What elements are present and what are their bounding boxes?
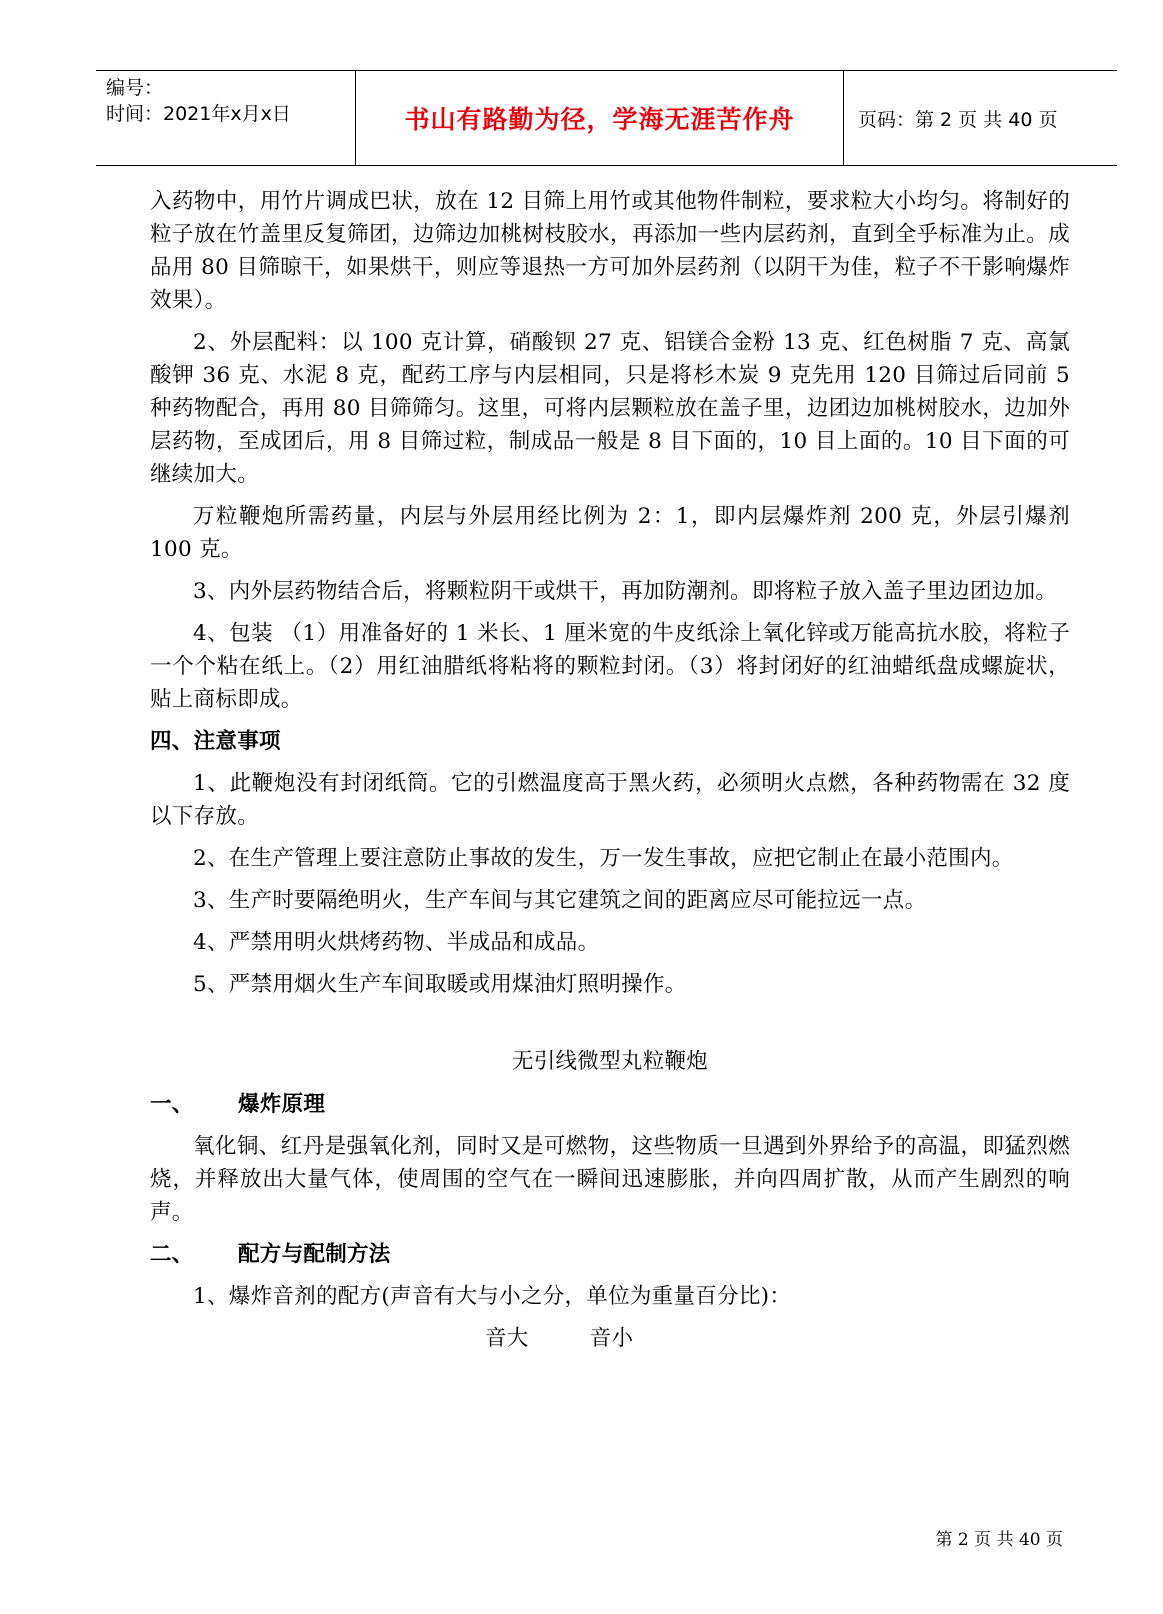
header-motto: 书山有路勤为径，学海无涯苦作舟: [356, 71, 844, 165]
paragraph: 2、在生产管理上要注意防止事故的发生，万一发生事故，应把它制止在最小范围内。: [193, 846, 1014, 871]
formula-column-headers: [150, 1322, 1070, 1355]
section-title: 爆炸原理: [238, 1092, 326, 1117]
section-heading-formula: [150, 1238, 1070, 1271]
column-header-loud: 音大: [485, 1326, 529, 1351]
paragraph: 氧化铜、红丹是强氧化剂，同时又是可燃物，这些物质一旦遇到外界给予的高温，即猛烈燃烧，并释放出大量气体，使周围的空气在一瞬间迅速膨胀，并向四周扩散，从而产生剧烈的响声。: [150, 1134, 1070, 1225]
document-number-label: 编号：: [106, 77, 164, 99]
paragraph: 5、严禁用烟火生产车间取暖或用煤油灯照明操作。: [193, 972, 687, 997]
section-number: 一、: [150, 1092, 194, 1117]
paragraph: 入药物中，用竹片调成巴状，放在 12 目筛上用竹或其他物件制粒，要求粒大小均匀。将制好的粒子放在竹盖里反复筛团，边筛边加桃树枝胶水，再添加一些内层药剂，直到全乎标准为止。成品用 80 目筛晾干，如果烘干，则应等退热一方可加外层药剂（以阴干为佳，粒子不干影响爆炸效果）。: [150, 189, 1070, 313]
article-title: 无引线微型丸粒鞭炮: [511, 1049, 709, 1074]
column-header-quiet: 音小: [589, 1326, 634, 1351]
page-footer-number: 第 2 页 共 40 页: [935, 1530, 1063, 1550]
paragraph: 1、爆炸音剂的配方(声音有大与小之分，单位为重量百分比)：: [193, 1284, 792, 1309]
paragraph: 3、生产时要隔绝明火，生产车间与其它建筑之间的距离应尽可能拉远一点。: [193, 888, 927, 913]
section-heading-principle: [150, 1088, 1070, 1121]
section-heading-notes: 四、注意事项: [150, 729, 281, 754]
header-page-number: 页码：第 2 页 共 40 页: [858, 108, 1058, 131]
paragraph: 2、外层配料：以 100 克计算，硝酸钡 27 克、铝镁合金粉 13 克、红色树脂 7 克、高氯酸钾 36 克、水泥 8 克，配药工序与内层相同，只是将杉木炭 9 克先用 120 目筛过后同前 5 种药物配合，再用 80 目筛筛匀。这里，可将内层颗粒放在盖子里，边团边加桃树胶水，边加外层药物，至成团后，用 8 目筛过粒，制成品一般是 8 目下面的，10 目上面的。10 目下面的可继续加大。: [150, 330, 1070, 487]
paragraph: 万粒鞭炮所需药量，内层与外层用经比例为 2：1，即内层爆炸剂 200 克，外层引爆剂 100 克。: [150, 504, 1070, 562]
paragraph: 3、内外层药物结合后，将颗粒阴干或烘干，再加防潮剂。即将粒子放入盖子里边团边加。: [193, 579, 1058, 604]
paragraph: 1、此鞭炮没有封闭纸筒。它的引燃温度高于黑火药，必须明火点燃，各种药物需在 32 度以下存放。: [150, 771, 1070, 829]
page-header: [96, 70, 1117, 166]
paragraph: 4、包装 （1）用准备好的 1 米长、1 厘米宽的牛皮纸涂上氧化锌或万能高抗水胶，将粒子一个个粘在纸上。（2）用红油腊纸将粘将的颗粒封闭。（3）将封闭好的红油蜡纸盘成螺旋状，贴上商标即成。: [150, 621, 1070, 712]
document-time-label: 时间：2021年x月x日: [106, 103, 291, 125]
section-number: 二、: [150, 1242, 194, 1267]
header-meta: [96, 71, 356, 165]
document-body: [150, 185, 1070, 1355]
paragraph: 4、严禁用明火烘烤药物、半成品和成品。: [193, 930, 600, 955]
section-title: 配方与配制方法: [238, 1242, 391, 1267]
